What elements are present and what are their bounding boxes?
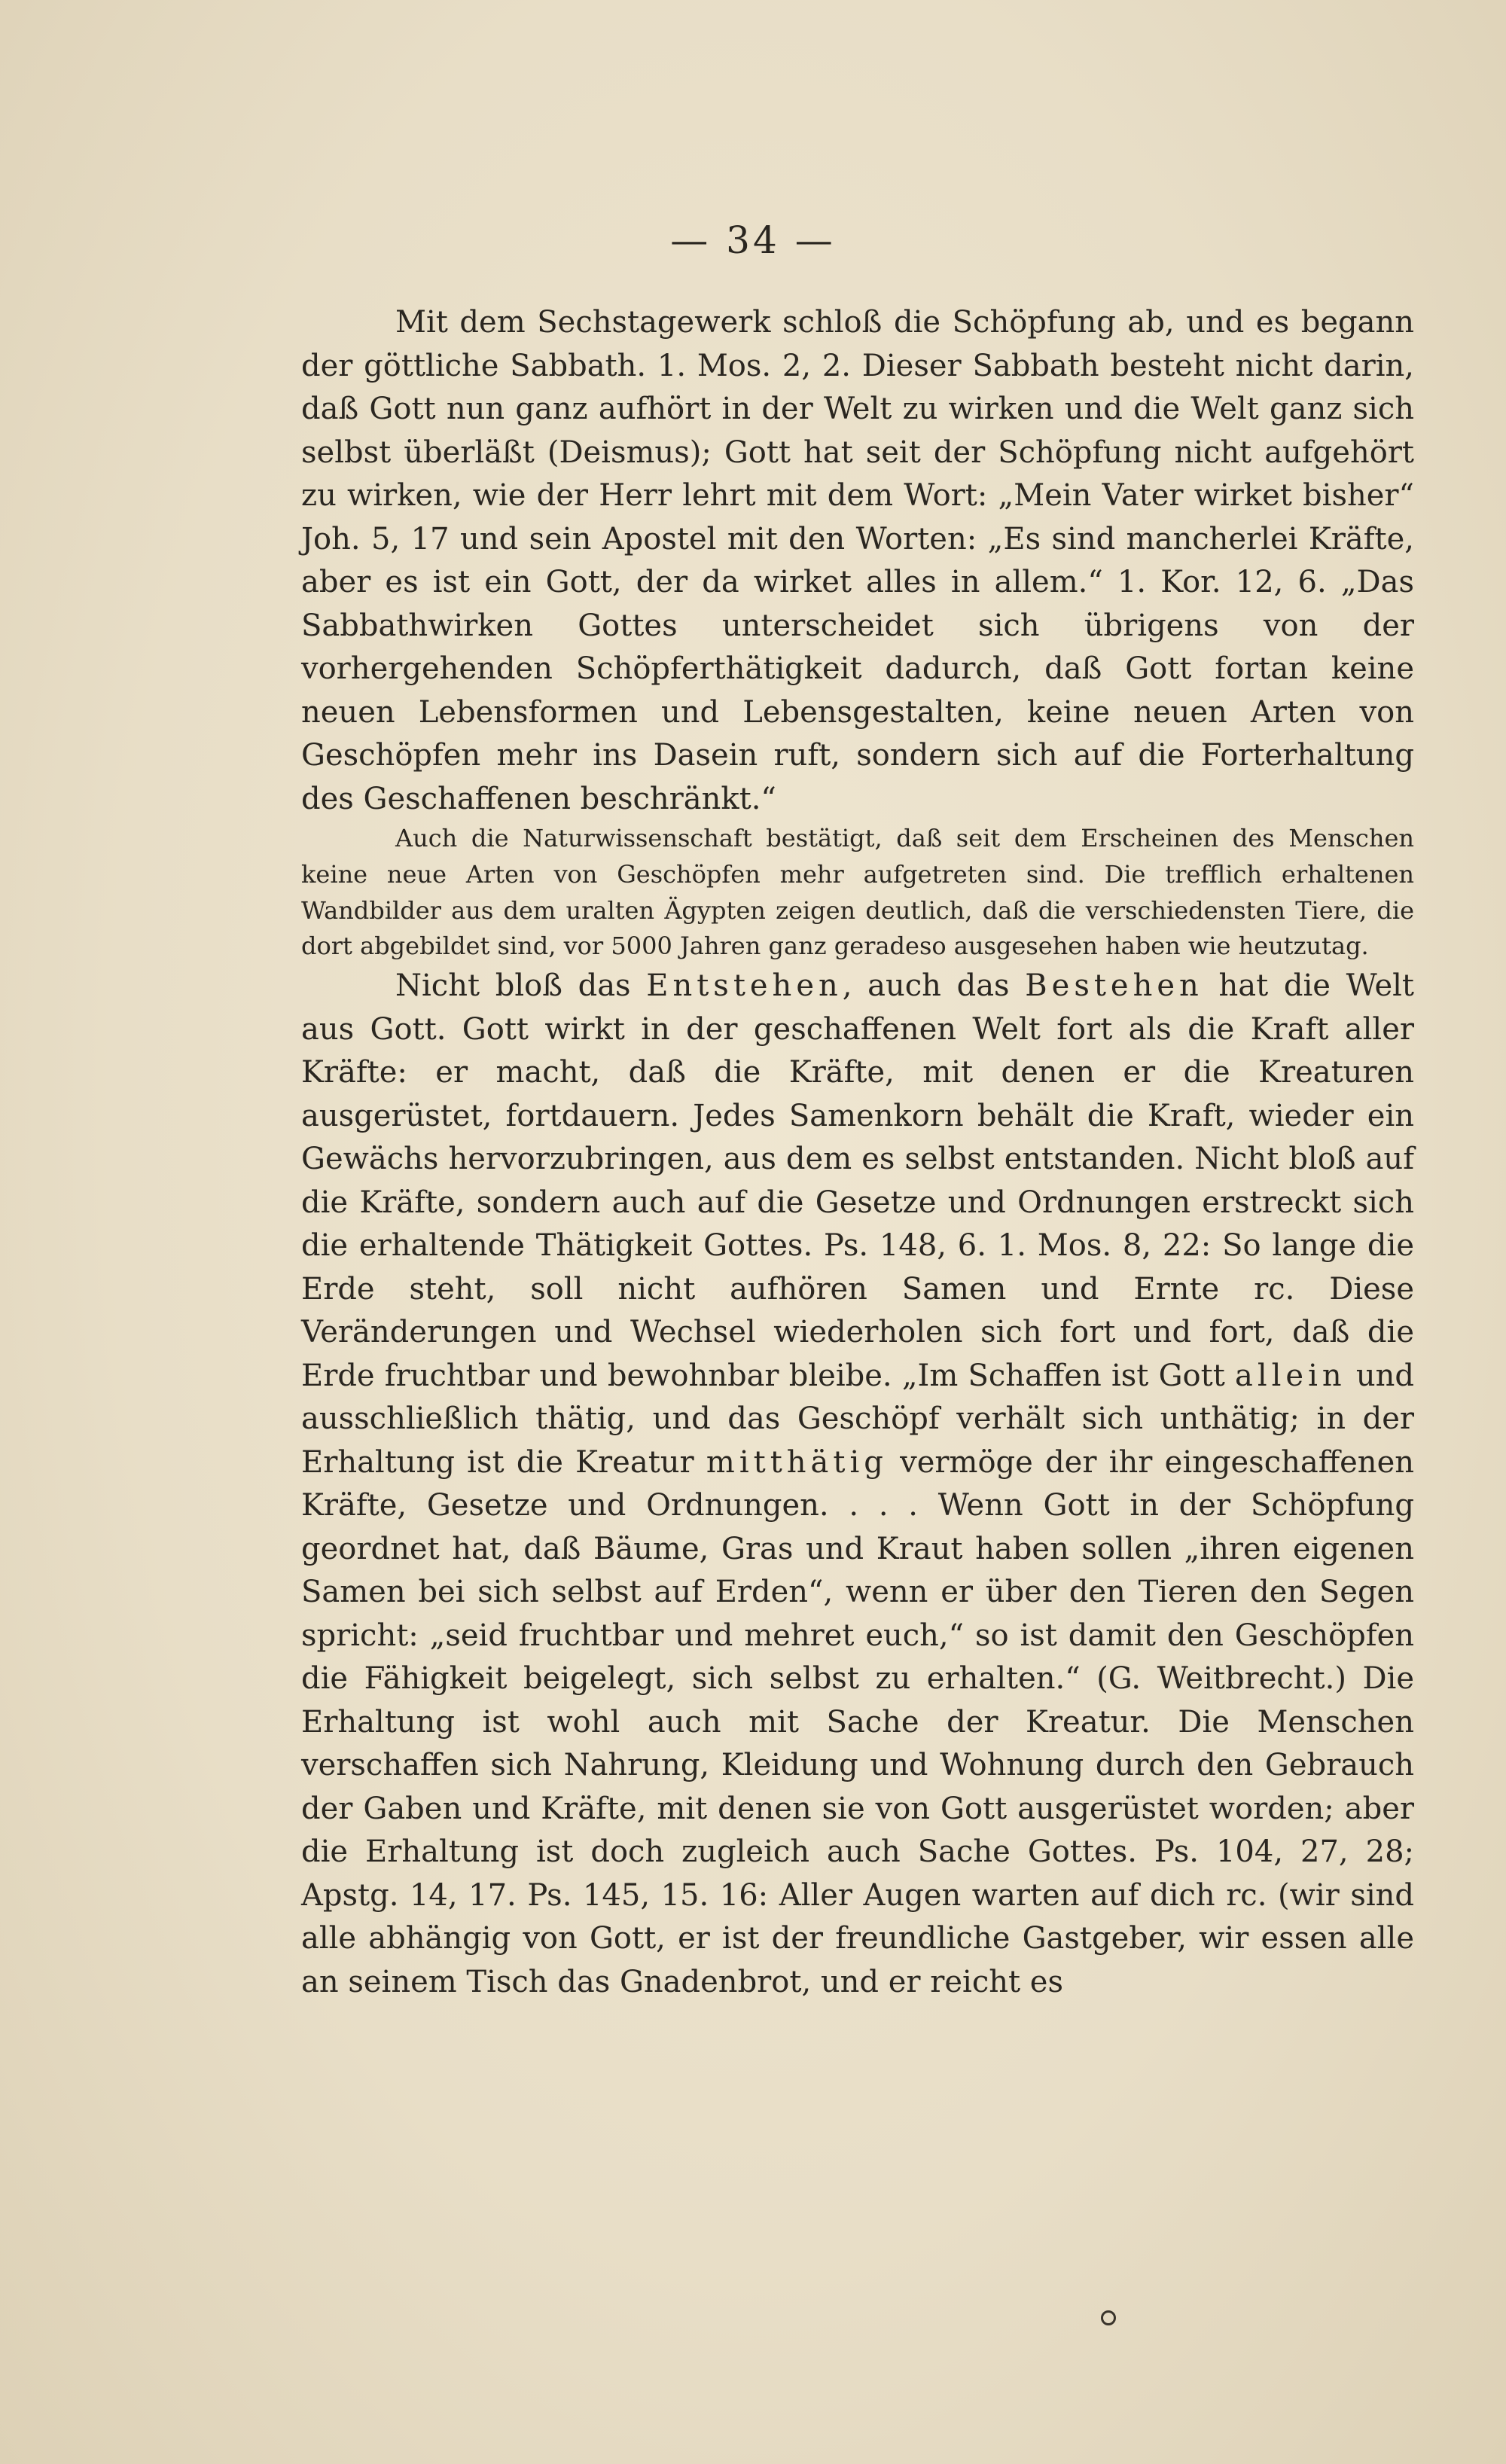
text-segment: vermöge der ihr eingeschaffenen Kräfte, Gesetze und Ordnungen. . . . Wenn Gott in der Schöpfung geordnet hat, daß Bäume, Gras und Kraut haben sollen „ihren eigenen Samen bei sich selbst auf Erden“, wenn er über den Tieren den Segen spricht: „seid fruchtbar und mehret euch,“ so ist damit den Geschöpfen die Fähigkeit beigelegt, sich selbst zu erhalten.“ (G. Weitbrecht.) Die Erhaltung ist wohl auch mit Sache der Kreatur. Die Menschen verschaffen sich Nahrung, Kleidung und Wohnung durch den Gebrauch der Gaben und Kräfte, mit denen sie von Gott ausgerüstet worden; aber die Erhaltung ist doch zugleich auch Sache Gottes. Ps. 104, 27, 28; Apstg. 14, 17. Ps. 145, 15. 16: Aller Augen warten auf dich rc. (wir sind alle abhängig von Gott, er ist der freundliche Gastgeber, wir essen alle an seinem Tisch das Gnadenbrot, und er reicht es — [301, 1444, 1414, 1999]
paragraph-creation-sabbath — [301, 301, 1414, 821]
printer-mark-icon — [1101, 2310, 1116, 2325]
text-segment: , auch das — [842, 968, 1026, 1004]
text-segment: hat die Welt aus Gott. Gott wirkt in der geschaffenen Welt fort als die Kraft aller Kräfte: er macht, daß die Kräfte, mit denen er die Kreaturen ausgerüstet, fortdauern. Jedes Samenkorn behält die Kraft, wieder ein Gewächs hervorzubringen, aus dem es selbst entstanden. Nicht bloß auf die Kräfte, sondern auch auf die Gesetze und Ordnungen erstreckt sich die erhaltende Thätigkeit Gottes. Ps. 148, 6. 1. Mos. 8, 22: So lange die Erde steht, soll nicht aufhören Samen und Ernte rc. Diese Veränderungen und Wechsel wiederholen sich fort und fort, daß die Erde fruchtbar und bewohnbar bleibe. „Im Schaffen ist Gott — [301, 968, 1414, 1393]
text-segment: Mit dem Sechstagewerk schloß die Schöpfung ab, und es begann der göttliche Sabbath. 1. Mos. 2, 2. Dieser Sabbath besteht nicht darin, daß Gott nun ganz aufhört in der Welt zu wirken und die Welt ganz sich selbst überläßt (Deismus); Gott hat seit der Schöpfung nicht aufgehört zu wirken, wie der Herr lehrt mit dem Wort: „Mein Vater wirket bisher“ Joh. 5, 17 und sein Apostel mit den Worten: „Es sind mancherlei Kräfte, aber es ist ein Gott, der da wirket alles in allem.“ 1. Kor. 12, 6. „Das Sabbathwirken Gottes unterscheidet sich übrigens von der vorhergehenden Schöpferthätigkeit dadurch, daß Gott fortan keine neuen Lebensformen und Lebensgestalten, keine neuen Arten von Geschöpfen mehr ins Dasein ruft, sondern sich auf die Forterhaltung des Geschaffenen beschränkt.“ — [301, 305, 1414, 816]
text-segment: Nicht bloß das — [395, 968, 647, 1004]
text-segment: und ausschließlich thätig, und das Geschöpf verhält sich unthätig; in der Erhaltung ist die Kreatur — [301, 1358, 1414, 1480]
emphasis-entstehen: Entstehen — [646, 968, 843, 1004]
emphasis-bestehen: Bestehen — [1025, 968, 1203, 1004]
body-text — [301, 301, 1414, 2004]
page-number: — 34 — — [670, 218, 836, 262]
footnote-natural-science: Auch die Naturwissenschaft bestätigt, daß seit dem Erscheinen des Menschen keine neue Arten von Geschöpfen mehr aufgetreten sind. Die trefflich erhaltenen Wandbilder aus dem uralten Ägypten zeigen deutlich, daß die verschiedensten Tiere, die dort abgebildet sind, vor 5000 Jahren ganz geradeso ausgesehen haben wie heutzutag. — [301, 824, 1414, 961]
paragraph-preservation — [301, 965, 1414, 2004]
emphasis-mitthaetig: mitthätig — [706, 1444, 888, 1480]
emphasis-allein: allein — [1234, 1358, 1346, 1393]
